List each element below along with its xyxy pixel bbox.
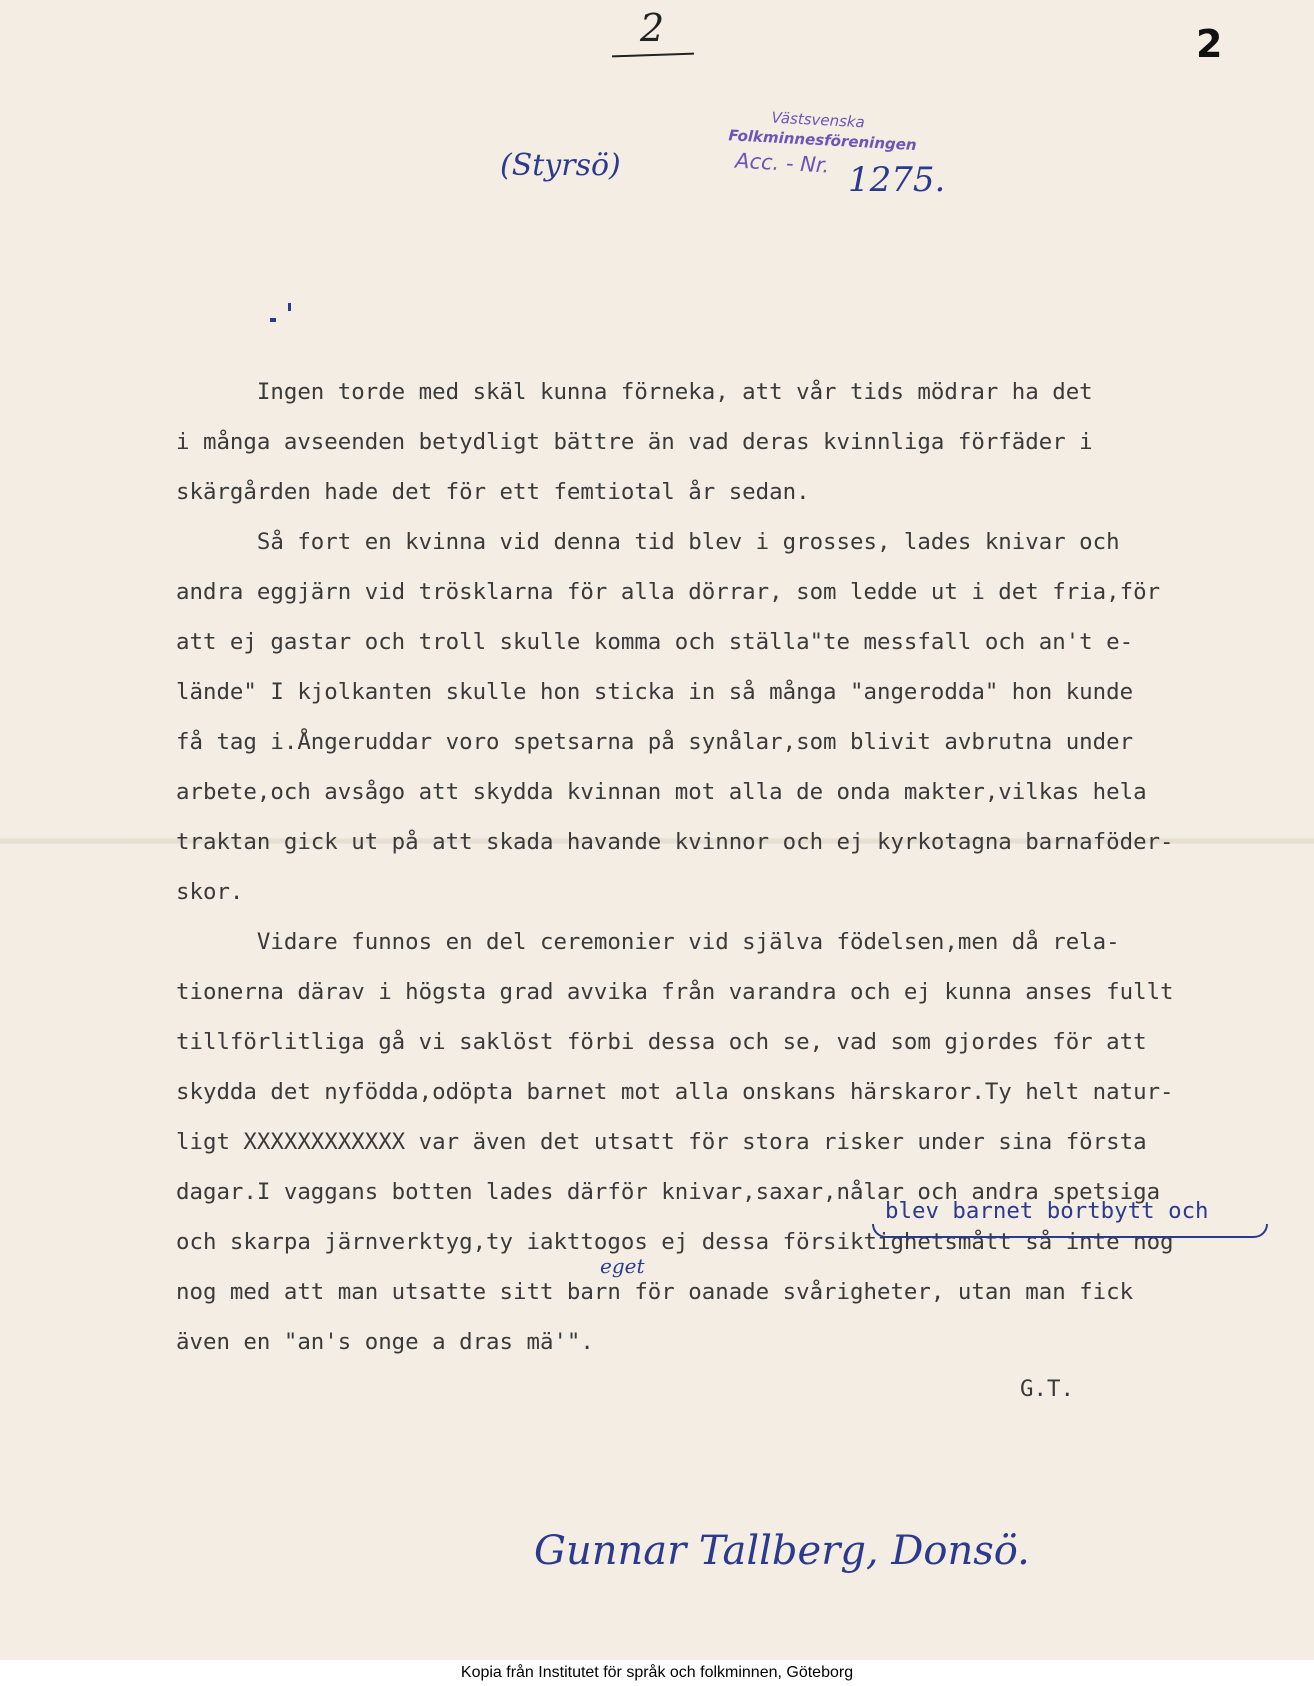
body-line: traktan gick ut på att skada havande kvinnor och ej kyrkotagna barnaföder-: [176, 829, 1174, 855]
body-line: skor.: [176, 879, 244, 905]
body-line: skydda det nyfödda,odöpta barnet mot alla onskans härskaror.Ty helt natur-: [176, 1079, 1174, 1105]
body-line: dagar.I vaggans botten lades därför knivar,saxar,nålar och andra spetsiga: [176, 1179, 1161, 1205]
body-line: i många avseenden betydligt bättre än vad deras kvinnliga förfäder i: [176, 429, 1093, 455]
handwritten-page-number: 2: [640, 6, 665, 50]
body-line: skärgården hade det för ett femtiotal år sedan.: [176, 479, 810, 505]
insertion-bracket: [872, 1224, 1268, 1238]
handwritten-insertion-word: eget: [600, 1254, 645, 1278]
stamp-line-3: Acc. - Nr.: [734, 148, 830, 178]
body-line: även en "an's onge a dras mä'".: [176, 1329, 594, 1355]
body-line: Ingen torde med skäl kunna förneka, att vår tids mödrar ha det: [176, 379, 1093, 405]
body-line: och skarpa järnverktyg,ty iakttogos ej dessa försiktighetsmått så inte nog: [176, 1229, 1174, 1255]
stamp-line-1: Västsvenska: [771, 108, 866, 132]
body-line: Vidare funnos en del ceremonier vid själva födelsen,men då rela-: [176, 929, 1120, 955]
archive-footer: Kopia från Institutet för språk och folkminnen, Göteborg: [0, 1660, 1314, 1686]
author-initials: G.T.: [1020, 1376, 1074, 1402]
corner-page-number: 2: [1196, 22, 1223, 66]
body-line: få tag i.Ångeruddar voro spetsarna på synålar,som blivit avbrutna under: [176, 729, 1134, 755]
body-line: ligt XXXXXXXXXXXX var även det utsatt för stora risker under sina första: [176, 1129, 1147, 1155]
body-line: tionerna därav i högsta grad avvika från varandra och ej kunna anses fullt: [176, 979, 1174, 1005]
ink-mark: [288, 303, 291, 311]
accession-number: 1275.: [848, 160, 946, 200]
ink-mark: [270, 318, 276, 322]
handwritten-insertion: blev barnet bortbytt och: [885, 1198, 1209, 1224]
body-line: andra eggjärn vid trösklarna för alla dörrar, som ledde ut i det fria,för: [176, 579, 1161, 605]
body-line: arbete,och avsågo att skydda kvinnan mot alla de onda makter,vilkas hela: [176, 779, 1147, 805]
body-line: att ej gastar och troll skulle komma och ställa"te messfall och an't e-: [176, 629, 1134, 655]
page-number-underline: [612, 53, 694, 58]
handwritten-signature: Gunnar Tallberg, Donsö.: [534, 1528, 1030, 1574]
handwritten-place-name: (Styrsö): [500, 148, 621, 183]
body-line: nog med att man utsatte sitt barn för oanade svårigheter, utan man fick: [176, 1279, 1134, 1305]
body-line: tillförlitliga gå vi saklöst förbi dessa och se, vad som gjordes för att: [176, 1029, 1147, 1055]
stamp-line-2: Folkminnesföreningen: [728, 126, 918, 155]
body-line: Så fort en kvinna vid denna tid blev i grosses, lades knivar och: [176, 529, 1120, 555]
body-line: lände" I kjolkanten skulle hon sticka in så många "angerodda" hon kunde: [176, 679, 1134, 705]
